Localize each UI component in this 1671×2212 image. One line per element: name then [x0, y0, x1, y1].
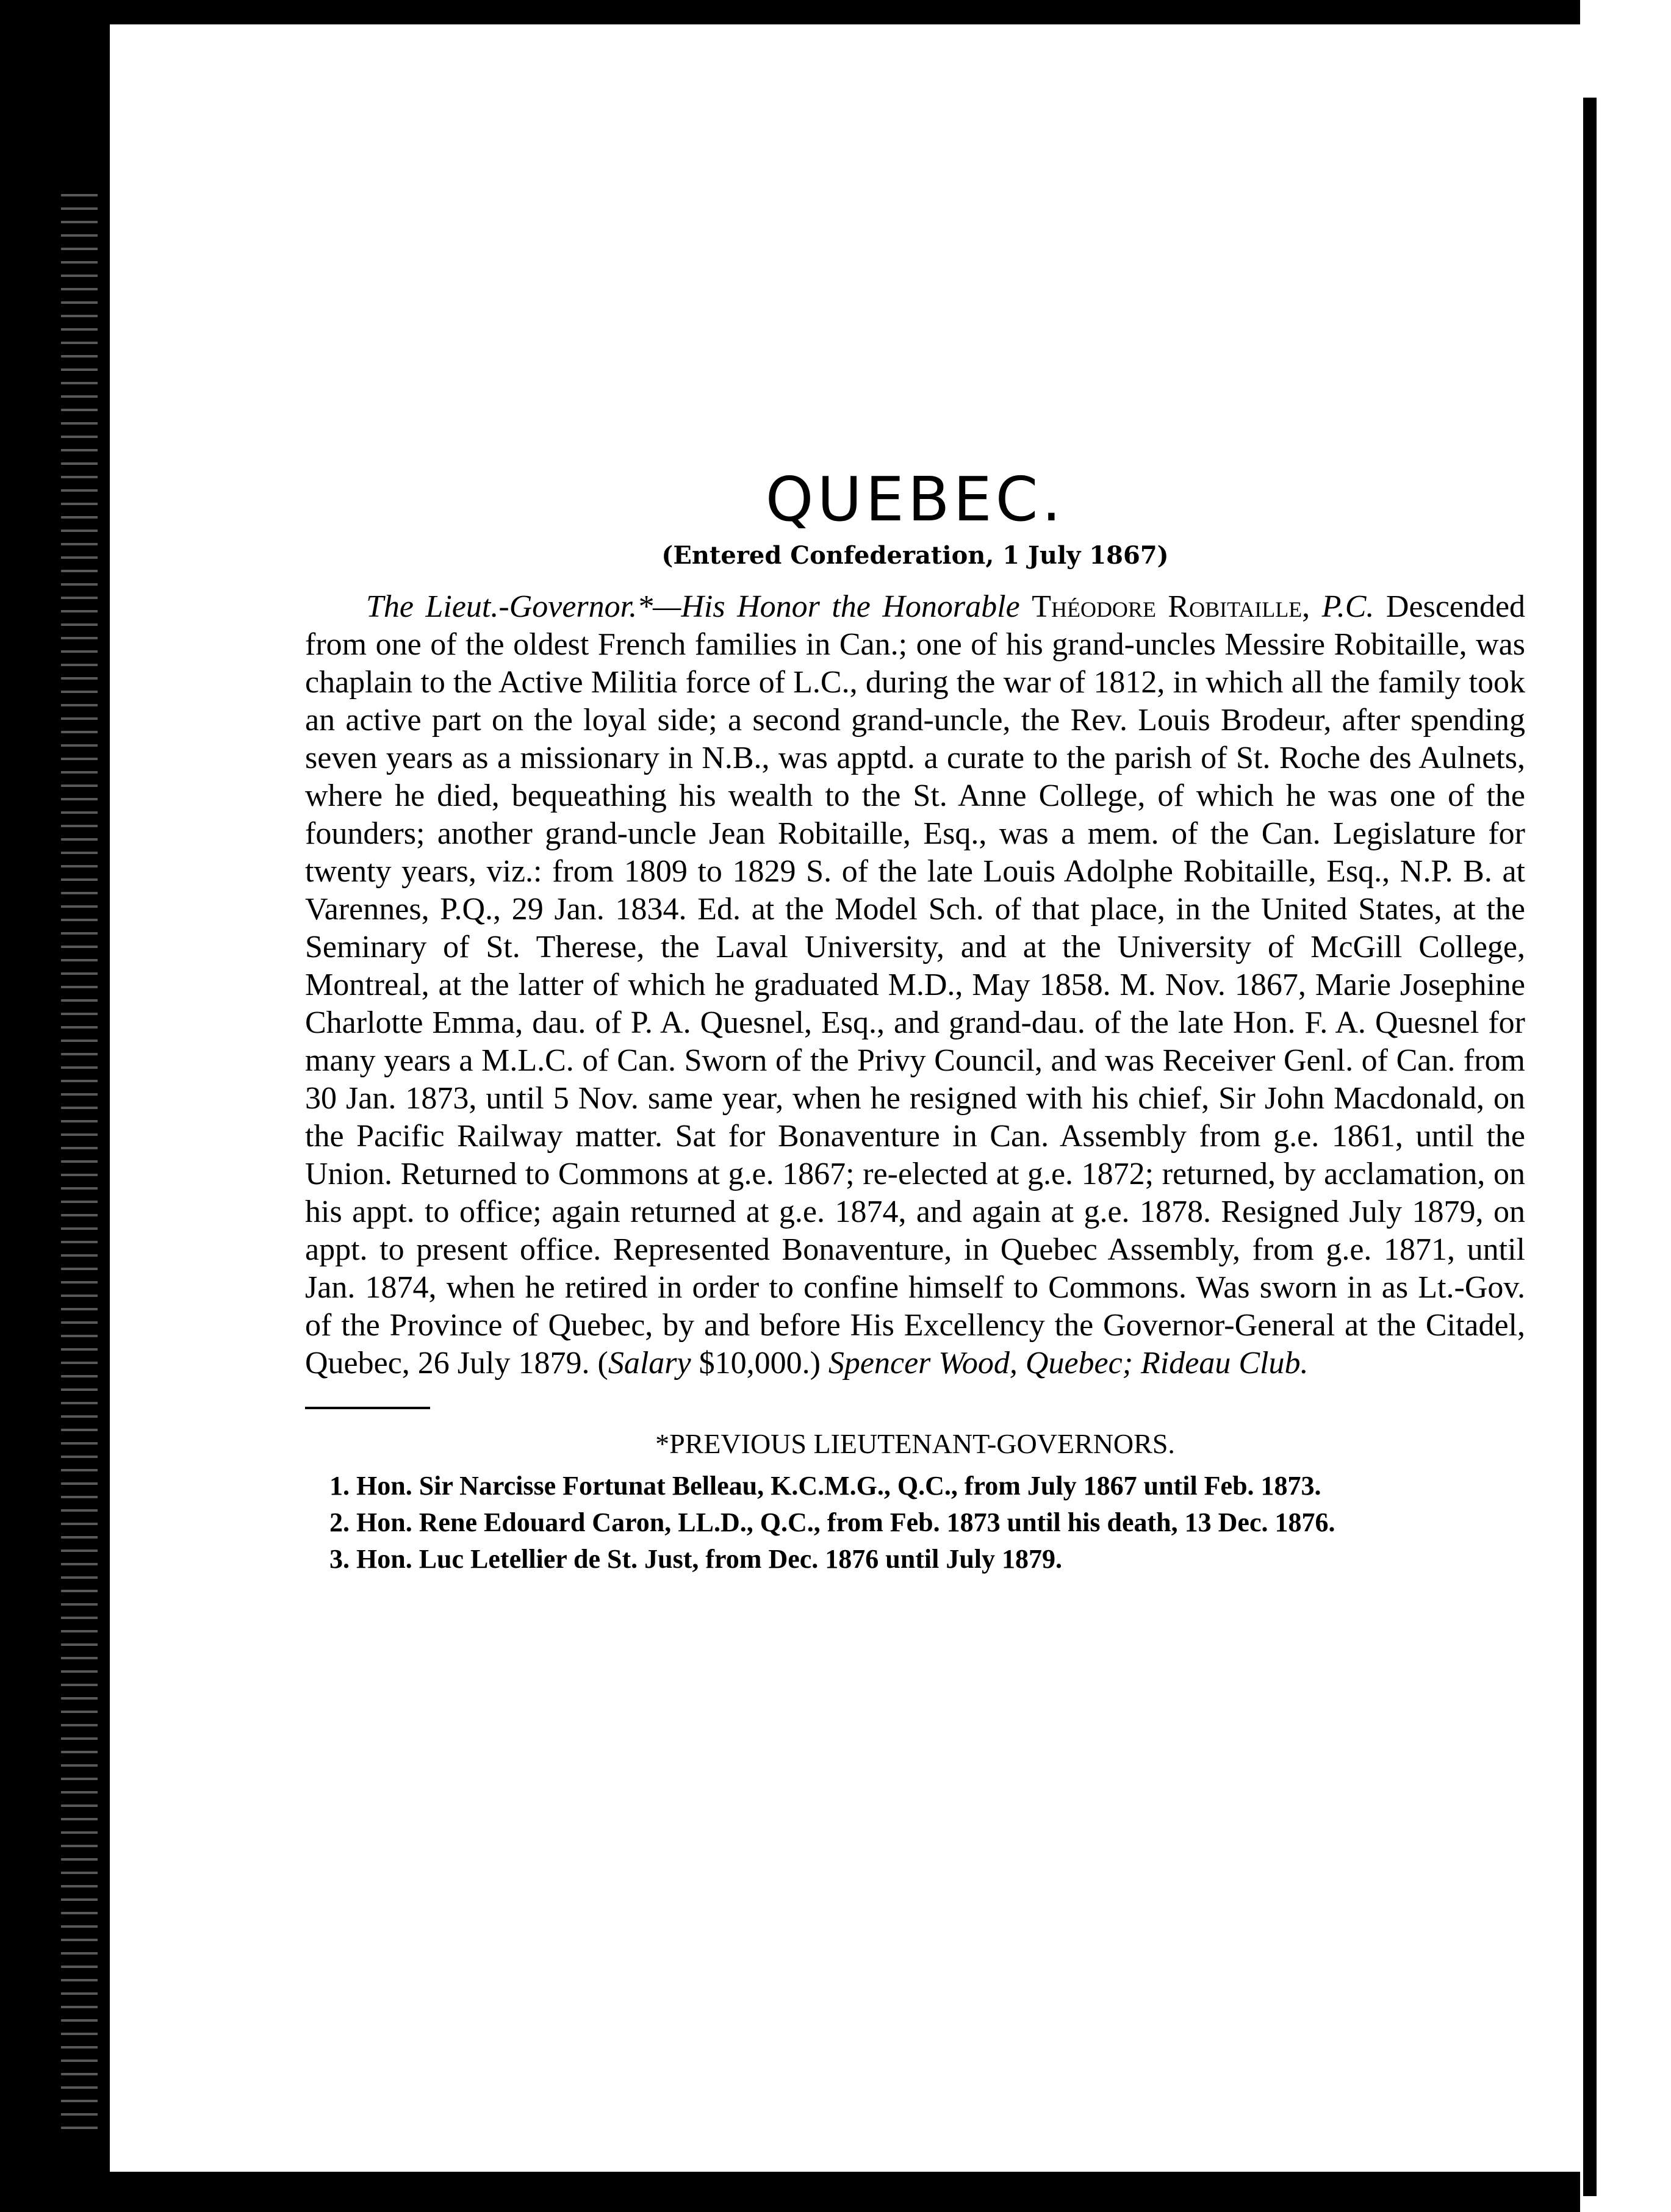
- scan-edge-texture: [61, 183, 98, 2135]
- lead-italic: The Lieut.-Governor.*—His Honor the Honorable: [366, 589, 1020, 624]
- salary-label: Salary: [608, 1346, 691, 1381]
- page-subtitle: (Entered Confederation, 1 July 1867): [661, 541, 1169, 570]
- salary-open: (: [597, 1346, 608, 1381]
- biography-paragraph: [305, 588, 1525, 1382]
- list-item: 3. Hon. Luc Letellier de St. Just, from Dec. 1876 until July 1879.: [329, 1544, 1063, 1574]
- salary-value: $10,000.): [699, 1346, 821, 1381]
- previous-heading: *PREVIOUS LIEUTENANT-GOVERNORS.: [655, 1428, 1175, 1459]
- list-item: 1. Hon. Sir Narcisse Fortunat Belleau, K.C.M.G., Q.C., from July 1867 until Feb. 1873.: [329, 1471, 1321, 1501]
- residence: Spencer Wood, Quebec; Rideau Club.: [828, 1346, 1309, 1381]
- previous-list: [305, 1471, 1525, 1575]
- scan-right-edge: [1583, 98, 1597, 2196]
- list-item: 2. Hon. Rene Edouard Caron, LL.D., Q.C., from Feb. 1873 until his death, 13 Dec. 1876.: [329, 1507, 1335, 1537]
- person-title: P.C.: [1321, 589, 1375, 624]
- scan-bottom-edge: [110, 2172, 1580, 2212]
- biography-text: Descended from one of the oldest French families in Can.; one of his grand-uncles Messire Robitaille, was chaplain to the Active Militia force of L.C., during the war of 1812, in which all the family took an active part on the loyal side; a second grand-uncle, the Rev. Louis Brodeur, after spending seven years as a missionary in N.B., was apptd. a curate to the parish of St. Roche des Aulnets, where he died, bequeathing his wealth to the St. Anne College, of which he was one of the founders; another grand-uncle Jean Robitaille, Esq., was a mem. of the Can. Legislature for twenty years, viz.: from 1809 to 1829 S. of the late Louis Adolphe Robitaille, Esq., N.P. B. at Varennes, P.Q., 29 Jan. 1834. Ed. at the Model Sch. of that place, in the United States, at the Seminary of St. Therese, the Laval University, and at the University of McGill College, Montreal, at the latter of which he graduated M.D., May 1858. M. Nov. 1867, Marie Josephine Charlotte Emma, dau. of P. A. Quesnel, Esq., and grand-dau. of the late Hon. F. A. Quesnel for many years a M.L.C. of Can. Sworn of the Privy Council, and was Receiver Genl. of Can. from 30 Jan. 1873, until 5 Nov. same year, when he resigned with his chief, Sir John Macdonald, on the Pacific Railway matter. Sat for Bonaventure in Can. Assembly from g.e. 1861, until the Union. Returned to Commons at g.e. 1867; re-elected at g.e. 1872; returned, by acclamation, on his appt. to office; again returned at g.e. 1874, and again at g.e. 1878. Resigned July 1879, on appt. to present office. Represented Bonaventure, in Quebec Assembly, from g.e. 1871, until Jan. 1874, when he retired in order to confine himself to Commons. Was sworn in as Lt.-Gov. of the Province of Quebec, by and before His Excellency the Governor-General at the Citadel, Quebec, 26 July 1879.: [305, 589, 1526, 1381]
- person-name: Théodore Robitaille,: [1032, 589, 1310, 624]
- document-body: [305, 427, 1525, 1581]
- page-title: QUEBEC.: [765, 464, 1065, 535]
- section-divider: [305, 1407, 430, 1409]
